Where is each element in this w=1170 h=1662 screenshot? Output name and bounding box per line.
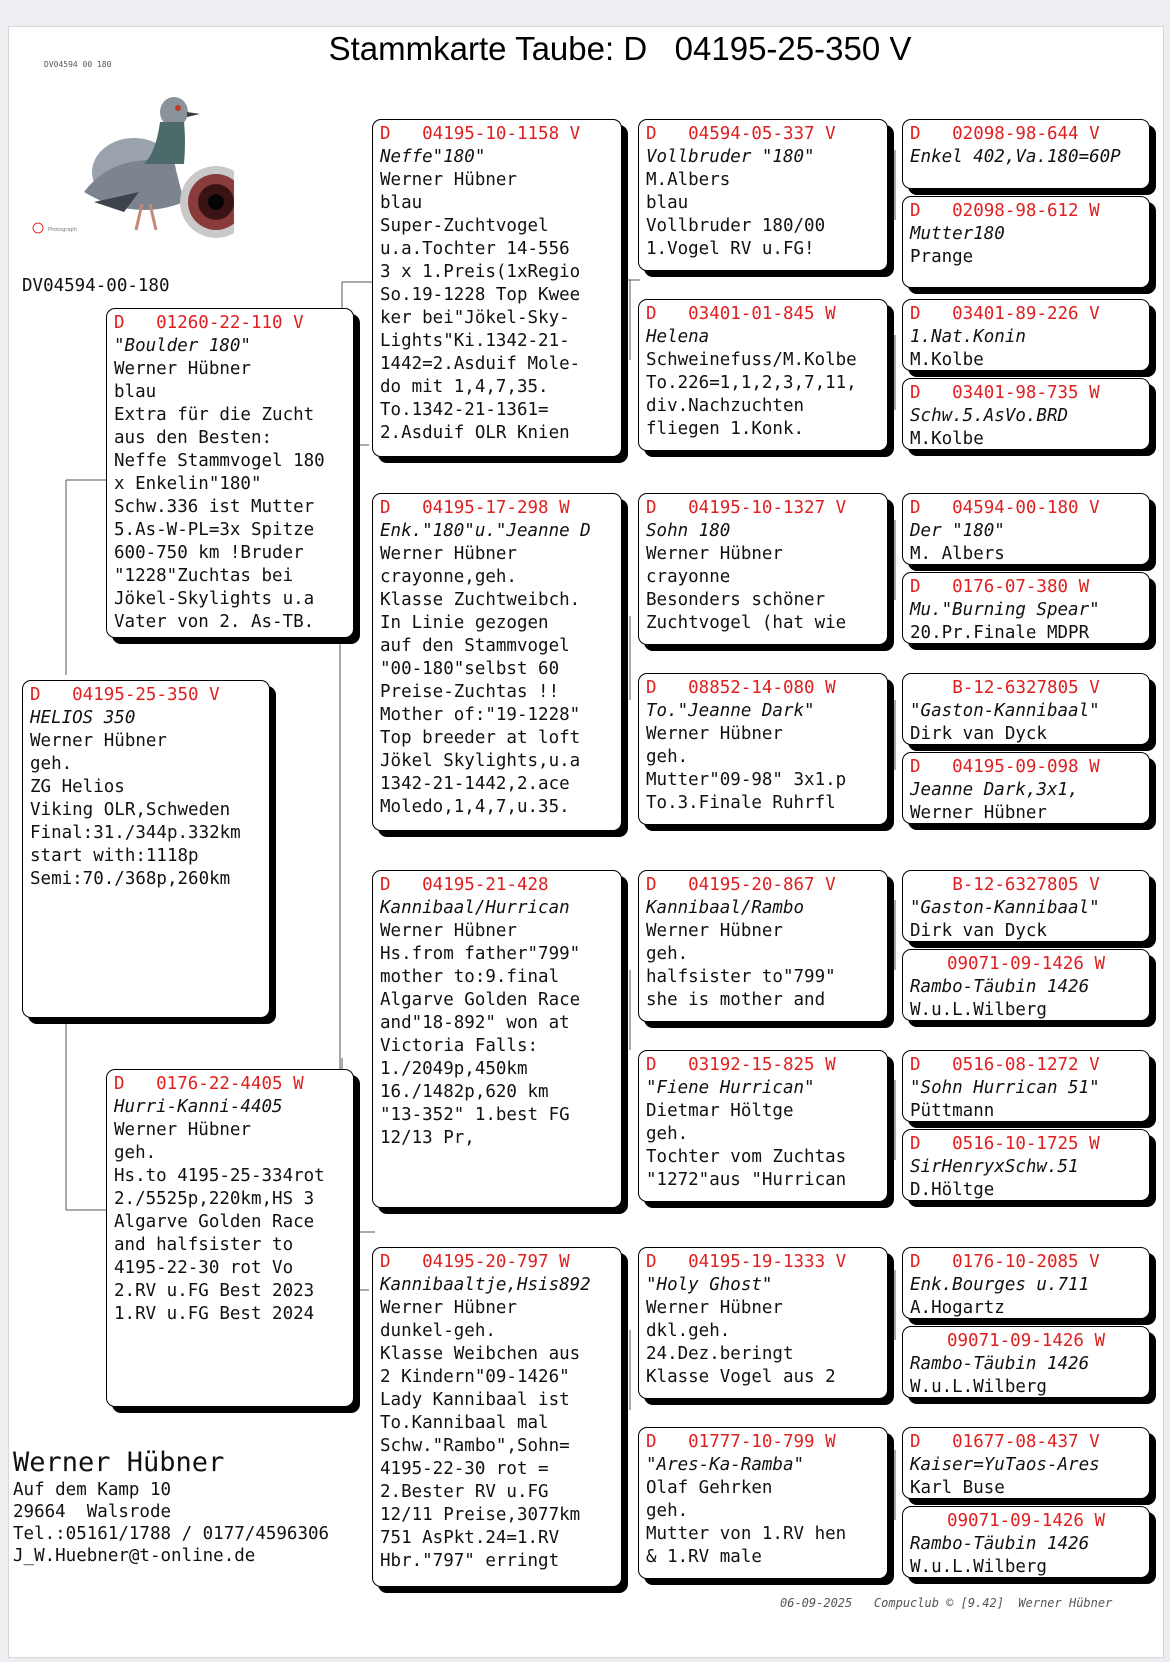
- card-text-line: do mit 1,4,7,35.: [380, 377, 549, 397]
- card-text-line: Extra für die Zucht: [114, 405, 315, 425]
- card-text-line: Hs.to 4195-25-334rot: [114, 1166, 325, 1186]
- pigeon-name: Kannibaal/Rambo: [646, 898, 805, 918]
- owner-city-line: 29664 Walsrode: [13, 1502, 172, 1522]
- card-text-line: Semi:70./368p,260km: [30, 869, 231, 889]
- pedigree-card-g5: [902, 493, 1150, 565]
- pigeon-name: Kannibaaltje,Hsis892: [380, 1275, 591, 1295]
- ring-number: D 04594-00-180 V: [910, 498, 1100, 518]
- pigeon-name: Vollbruder "180": [646, 147, 815, 167]
- card-text-line: Karl Buse: [910, 1478, 1005, 1498]
- card-text-line: blau: [114, 382, 157, 402]
- card-text-line: Viking OLR,Schweden: [30, 800, 231, 820]
- card-text-line: x Enkelin"180": [114, 474, 262, 494]
- card-text-line: Hbr."797" erringt: [380, 1551, 560, 1571]
- card-text-line: geh.: [646, 1501, 689, 1521]
- card-text-line: dunkel-geh.: [380, 1321, 496, 1341]
- card-text-line: start with:1118p: [30, 846, 199, 866]
- pedigree-card-g11: [902, 1050, 1150, 1122]
- pedigree-card-dd: [372, 1247, 622, 1587]
- pigeon-name: Kaiser=YuTaos-Ares: [910, 1455, 1100, 1475]
- pedigree-card-ss: [372, 119, 622, 457]
- pigeon-name: Rambo-Täubin 1426: [910, 977, 1090, 997]
- pigeon-name: To."Jeanne Dark": [646, 701, 815, 721]
- ring-number: D 04195-19-1333 V: [646, 1252, 847, 1272]
- card-text-line: 1./2049p,450km: [380, 1059, 528, 1079]
- owner-block: [13, 1447, 329, 1567]
- pigeon-name: Neffe"180": [380, 147, 486, 167]
- pedigree-card-g13: [902, 1247, 1150, 1319]
- pedigree-card-g10: [902, 949, 1150, 1021]
- card-text-line: Werner Hübner: [380, 1298, 517, 1318]
- pedigree-card-ssd: [638, 299, 888, 451]
- card-text-line: 1342-21-1442,2.ace: [380, 774, 570, 794]
- pigeon-name: Mutter180: [910, 224, 1005, 244]
- card-text-line: Olaf Gehrken: [646, 1478, 773, 1498]
- photo-caption: DV04594 00 180: [44, 60, 112, 69]
- pigeon-name: Sohn 180: [646, 521, 731, 541]
- owner-name: Werner Hübner: [13, 1447, 225, 1478]
- pigeon-name: "Boulder 180": [114, 336, 251, 356]
- card-text-line: 600-750 km !Bruder: [114, 543, 304, 563]
- ring-number: D 0516-08-1272 V: [910, 1055, 1100, 1075]
- pigeon-photo: [24, 52, 234, 242]
- pigeon-name: "Ares-Ka-Ramba": [646, 1455, 805, 1475]
- card-text-line: geh.: [646, 944, 689, 964]
- ring-number: D 04195-20-867 V: [646, 875, 836, 895]
- card-text-line: Werner Hübner: [646, 921, 783, 941]
- card-text-line: W.u.L.Wilberg: [910, 1000, 1047, 1020]
- pedigree-card-g9: [902, 870, 1150, 942]
- card-text-line: blau: [380, 193, 423, 213]
- card-text-line: 2 Kindern"09-1426": [380, 1367, 570, 1387]
- pedigree-card-sire: [106, 308, 354, 638]
- card-text-line: ker bei"Jökel-Sky-: [380, 308, 570, 328]
- ring-number: D 04195-21-428: [380, 875, 549, 895]
- pedigree-card-g12: [902, 1129, 1150, 1201]
- ring-number: D 0176-10-2085 V: [910, 1252, 1100, 1272]
- card-text-line: Klasse Vogel aus 2: [646, 1367, 836, 1387]
- card-text-line: To.Kannibaal mal: [380, 1413, 549, 1433]
- card-text-line: Algarve Golden Race: [380, 990, 581, 1010]
- card-text-line: Schw."Rambo",Sohn=: [380, 1436, 570, 1456]
- pedigree-card-subject: [22, 680, 270, 1018]
- pedigree-card-dsd: [638, 1050, 888, 1202]
- card-text-line: & 1.RV male: [646, 1547, 762, 1567]
- card-text-line: D.Höltge: [910, 1180, 995, 1200]
- card-text-line: Jökel-Skylights u.a: [114, 589, 315, 609]
- ring-number: D 01260-22-110 V: [114, 313, 304, 333]
- card-text-line: 4195-22-30 rot =: [380, 1459, 549, 1479]
- card-text-line: M. Albers: [910, 544, 1005, 564]
- ring-number: D 04195-09-098 W: [910, 757, 1100, 777]
- pedigree-card-sss: [638, 119, 888, 271]
- card-text-line: geh.: [646, 1124, 689, 1144]
- card-text-line: 5.As-W-PL=3x Spitze: [114, 520, 315, 540]
- card-text-line: geh.: [646, 747, 689, 767]
- pigeon-name: Jeanne Dark,3x1,: [910, 780, 1079, 800]
- card-text-line: Schweinefuss/M.Kolbe: [646, 350, 857, 370]
- ring-number: 09071-09-1426 W: [946, 1331, 1106, 1351]
- card-text-line: Werner Hübner: [380, 170, 517, 190]
- ring-number: D 03401-01-845 W: [646, 304, 836, 324]
- ring-number: D 02098-98-644 V: [910, 124, 1100, 144]
- card-text-line: Werner Hübner: [30, 731, 167, 751]
- card-text-line: Preise-Zuchtas !!: [380, 682, 560, 702]
- pigeon-name: SirHenryxSchw.51: [910, 1157, 1079, 1177]
- card-text-line: crayonne,geh.: [380, 567, 517, 587]
- card-text-line: and"18-892" won at: [380, 1013, 570, 1033]
- card-text-line: Victoria Falls:: [380, 1036, 539, 1056]
- pedigree-card-ddd: [638, 1427, 888, 1579]
- card-text-line: dkl.geh.: [646, 1321, 731, 1341]
- pigeon-name: Enkel 402,Va.180=60P: [910, 147, 1121, 167]
- card-text-line: Lady Kannibaal ist: [380, 1390, 570, 1410]
- ring-number: D 01677-08-437 V: [910, 1432, 1100, 1452]
- pedigree-card-dss: [638, 870, 888, 1022]
- pigeon-name: Enk.Bourges u.711: [910, 1275, 1090, 1295]
- pigeon-name: Mu."Burning Spear": [910, 600, 1100, 620]
- card-text-line: mother to:9.final: [380, 967, 560, 987]
- card-text-line: Dietmar Höltge: [646, 1101, 794, 1121]
- card-text-line: Dirk van Dyck: [910, 921, 1047, 941]
- card-text-line: To.226=1,1,2,3,7,11,: [646, 373, 857, 393]
- ring-number: D 04594-05-337 V: [646, 124, 836, 144]
- card-text-line: geh.: [30, 754, 73, 774]
- pigeon-name: Kannibaal/Hurrican: [380, 898, 570, 918]
- card-text-line: Werner Hübner: [380, 544, 517, 564]
- card-text-line: M.Kolbe: [910, 429, 984, 449]
- card-text-line: Klasse Zuchtweibch.: [380, 590, 581, 610]
- card-text-line: M.Albers: [646, 170, 731, 190]
- card-text-line: Mutter von 1.RV hen: [646, 1524, 847, 1544]
- pigeon-name: Hurri-Kanni-4405: [114, 1097, 283, 1117]
- card-text-line: Klasse Weibchen aus: [380, 1344, 581, 1364]
- owner-email-line: J_W.Huebner@t-online.de: [13, 1546, 256, 1566]
- card-text-line: Schw.336 ist Mutter: [114, 497, 315, 517]
- card-text-line: ZG Helios: [30, 777, 125, 797]
- card-text-line: So.19-1228 Top Kwee: [380, 285, 581, 305]
- card-text-line: Werner Hübner: [646, 1298, 783, 1318]
- card-text-line: Besonders schöner: [646, 590, 826, 610]
- card-text-line: Püttmann: [910, 1101, 995, 1121]
- card-text-line: 1.RV u.FG Best 2024: [114, 1304, 315, 1324]
- ring-number: 09071-09-1426 W: [946, 1511, 1106, 1531]
- card-text-line: In Linie gezogen: [380, 613, 549, 633]
- owner-phone-line: Tel.:05161/1788 / 0177/4596306: [13, 1524, 330, 1544]
- ring-number: D 04195-10-1327 V: [646, 498, 847, 518]
- card-text-line: Final:31./344p.332km: [30, 823, 241, 843]
- pigeon-name: "Holy Ghost": [646, 1275, 773, 1295]
- card-text-line: 16./1482p,620 km: [380, 1082, 549, 1102]
- card-text-line: M.Kolbe: [910, 350, 984, 370]
- card-text-line: 2.Bester RV u.FG: [380, 1482, 549, 1502]
- owner-address-line: Auf dem Kamp 10: [13, 1480, 172, 1500]
- card-text-line: Top breeder at loft: [380, 728, 581, 748]
- pigeon-name: Enk."180"u."Jeanne D: [380, 521, 591, 541]
- card-text-line: and halfsister to: [114, 1235, 294, 1255]
- card-text-line: u.a.Tochter 14-556: [380, 239, 570, 259]
- pedigree-card-sdd: [638, 673, 888, 825]
- ring-number: D 0176-22-4405 W: [114, 1074, 304, 1094]
- pigeon-name: "Fiene Hurrican": [646, 1078, 815, 1098]
- card-text-line: Algarve Golden Race: [114, 1212, 315, 1232]
- pedigree-card-g14: [902, 1326, 1150, 1398]
- footer-credit: 06-09-2025 Compuclub © [9.42] Werner Hübner: [780, 1596, 1113, 1610]
- card-text-line: div.Nachzuchten: [646, 396, 805, 416]
- pedigree-card-g3: [902, 299, 1150, 371]
- card-text-line: 4195-22-30 rot Vo: [114, 1258, 294, 1278]
- pigeon-name: Der "180": [910, 521, 1005, 541]
- ring-number: D 08852-14-080 W: [646, 678, 836, 698]
- card-text-line: 2.Asduif OLR Knien: [380, 423, 570, 443]
- card-text-line: halfsister to"799": [646, 967, 836, 987]
- card-text-line: Prange: [910, 247, 974, 267]
- pigeon-name: "Gaston-Kannibaal": [910, 898, 1100, 918]
- pedigree-card-g8: [902, 752, 1150, 824]
- card-text-line: Werner Hübner: [646, 724, 783, 744]
- card-text-line: Vollbruder 180/00: [646, 216, 826, 236]
- card-text-line: aus den Besten:: [114, 428, 273, 448]
- pedigree-card-g1: [902, 119, 1150, 189]
- card-text-line: Lights"Ki.1342-21-: [380, 331, 570, 351]
- ring-number: D 0516-10-1725 W: [910, 1134, 1100, 1154]
- card-text-line: Super-Zuchtvogel: [380, 216, 549, 236]
- card-text-line: W.u.L.Wilberg: [910, 1377, 1047, 1397]
- card-text-line: 12/13 Pr,: [380, 1128, 475, 1148]
- card-text-line: 24.Dez.beringt: [646, 1344, 794, 1364]
- pedigree-card-g6: [902, 572, 1150, 644]
- photo-copyright: Photograph: [48, 227, 77, 233]
- ring-number: D 03401-98-735 W: [910, 383, 1100, 403]
- card-text-line: Neffe Stammvogel 180: [114, 451, 325, 471]
- ring-number: D 02098-98-612 W: [910, 201, 1100, 221]
- card-text-line: Werner Hübner: [910, 803, 1047, 823]
- card-text-line: 20.Pr.Finale MDPR: [910, 623, 1090, 643]
- pedigree-card-g4: [902, 378, 1150, 450]
- card-text-line: 1.Vogel RV u.FG!: [646, 239, 815, 259]
- page-title: Stammkarte Taube: D 04195-25-350 V: [328, 30, 912, 67]
- card-text-line: "00-180"selbst 60: [380, 659, 560, 679]
- card-text-line: Zuchtvogel (hat wie: [646, 613, 847, 633]
- card-text-line: 2.RV u.FG Best 2023: [114, 1281, 315, 1301]
- card-text-line: 3 x 1.Preis(1xRegio: [380, 262, 581, 282]
- card-text-line: "1272"aus "Hurrican: [646, 1170, 847, 1190]
- pedigree-card-dam: [106, 1069, 354, 1407]
- card-text-line: Werner Hübner: [114, 1120, 251, 1140]
- ring-number: B-12-6327805 V: [952, 875, 1100, 895]
- card-text-line: she is mother and: [646, 990, 826, 1010]
- pedigree-card-g16: [902, 1506, 1150, 1578]
- pigeon-name: Rambo-Täubin 1426: [910, 1354, 1090, 1374]
- card-text-line: Dirk van Dyck: [910, 724, 1047, 744]
- card-text-line: Werner Hübner: [114, 359, 251, 379]
- card-text-line: "1228"Zuchtas bei: [114, 566, 294, 586]
- card-text-line: W.u.L.Wilberg: [910, 1557, 1047, 1577]
- ring-number: 09071-09-1426 W: [946, 954, 1106, 974]
- card-text-line: 751 AsPkt.24=1.RV: [380, 1528, 560, 1548]
- card-text-line: To.3.Finale Ruhrfl: [646, 793, 836, 813]
- pedigree-card-ds: [372, 870, 622, 1208]
- ring-number: D 04195-17-298 W: [380, 498, 570, 518]
- card-text-line: "13-352" 1.best FG: [380, 1105, 570, 1125]
- card-text-line: blau: [646, 193, 689, 213]
- card-text-line: Mutter"09-98" 3x1.p: [646, 770, 847, 790]
- ring-number: D 04195-25-350 V: [30, 685, 220, 705]
- card-text-line: Werner Hübner: [380, 921, 517, 941]
- pigeon-name: Rambo-Täubin 1426: [910, 1534, 1090, 1554]
- pigeon-name: "Gaston-Kannibaal": [910, 701, 1100, 721]
- pedigree-card-g2: [902, 196, 1150, 288]
- card-text-line: 12/11 Preise,3077km: [380, 1505, 581, 1525]
- ring-number: D 04195-10-1158 V: [380, 124, 581, 144]
- pigeon-ring-label: DV04594-00-180: [22, 276, 170, 296]
- card-text-line: auf den Stammvogel: [380, 636, 570, 656]
- pedigree-card-dds: [638, 1247, 888, 1399]
- card-text-line: A.Hogartz: [910, 1298, 1005, 1318]
- ring-number: D 03192-15-825 W: [646, 1055, 836, 1075]
- pigeon-name: "Sohn Hurrican 51": [910, 1078, 1100, 1098]
- card-text-line: Mother of:"19-1228": [380, 705, 581, 725]
- card-text-line: Hs.from father"799": [380, 944, 581, 964]
- card-text-line: Tochter vom Zuchtas: [646, 1147, 847, 1167]
- card-text-line: Werner Hübner: [646, 544, 783, 564]
- card-text-line: Moledo,1,4,7,u.35.: [380, 797, 570, 817]
- ring-number: D 04195-20-797 W: [380, 1252, 570, 1272]
- pigeon-name: Helena: [646, 327, 710, 347]
- card-text-line: crayonne: [646, 567, 731, 587]
- card-text-line: 1442=2.Asduif Mole-: [380, 354, 581, 374]
- ring-number: B-12-6327805 V: [952, 678, 1100, 698]
- pedigree-card-g7: [902, 673, 1150, 745]
- pigeon-name: HELIOS 350: [30, 708, 136, 728]
- pedigree-card-g15: [902, 1427, 1150, 1499]
- card-text-line: fliegen 1.Konk.: [646, 419, 805, 439]
- pigeon-name: 1.Nat.Konin: [910, 327, 1026, 347]
- card-text-line: Jökel Skylights,u.a: [380, 751, 581, 771]
- ring-number: D 0176-07-380 W: [910, 577, 1090, 597]
- card-text-line: Vater von 2. As-TB.: [114, 612, 315, 632]
- card-text-line: 2./5525p,220km,HS 3: [114, 1189, 315, 1209]
- pedigree-card-sd: [372, 493, 622, 831]
- card-text-line: To.1342-21-1361=: [380, 400, 549, 420]
- ring-number: D 01777-10-799 W: [646, 1432, 836, 1452]
- ring-number: D 03401-89-226 V: [910, 304, 1100, 324]
- pedigree-card-sds: [638, 493, 888, 645]
- pigeon-name: Schw.5.AsVo.BRD: [910, 406, 1069, 426]
- card-text-line: geh.: [114, 1143, 157, 1163]
